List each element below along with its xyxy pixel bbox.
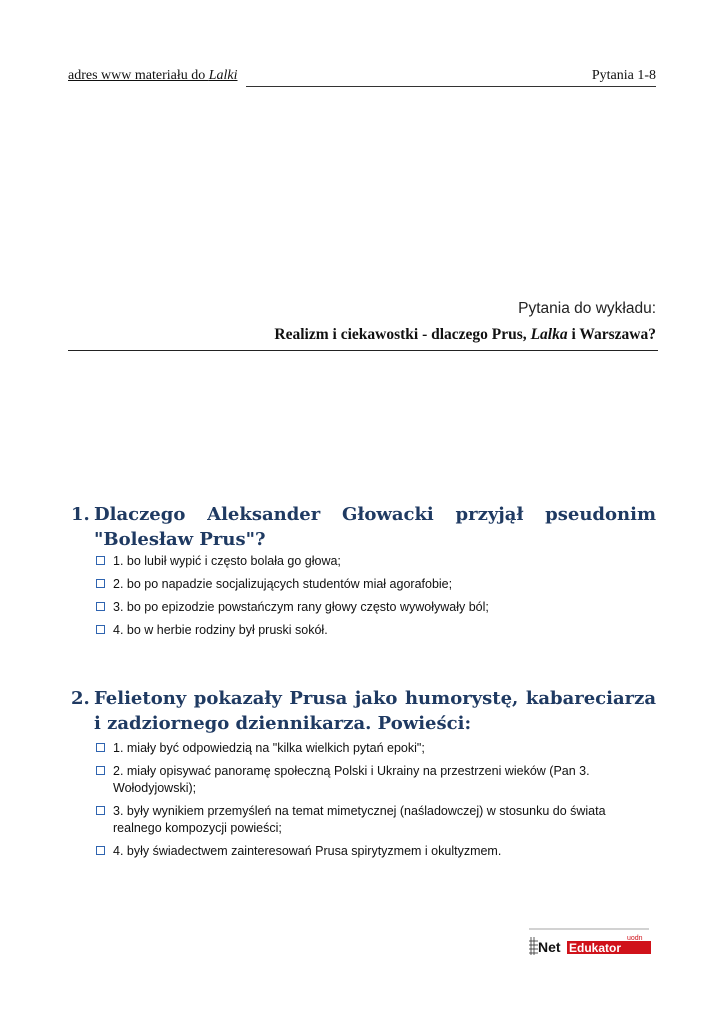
topic-title <box>274 326 656 344</box>
answer-option[interactable] <box>96 843 656 860</box>
header-left-title: Lalki <box>208 68 238 83</box>
netedukator-logo <box>527 927 657 957</box>
checkbox-icon[interactable] <box>96 806 105 815</box>
answer-option[interactable] <box>96 553 656 570</box>
checkbox-icon[interactable] <box>96 846 105 855</box>
answer-option[interactable] <box>96 599 656 616</box>
answer-option[interactable] <box>96 740 656 757</box>
checkbox-icon[interactable] <box>96 602 105 611</box>
checkbox-icon[interactable] <box>96 625 105 634</box>
topic-rule <box>68 350 658 351</box>
header-left <box>68 68 238 84</box>
logo-tag: uodn <box>627 935 643 942</box>
topic-after: i Warszawa? <box>567 326 656 343</box>
answer-text: 1. miały być odpowiedzią na "kilka wielkich pytań epoki"; <box>113 741 425 755</box>
answer-text: 4. były świadectwem zainteresowań Prusa spirytyzmem i okultyzmem. <box>113 844 502 858</box>
answer-text: 4. bo w herbie rodziny był pruski sokół. <box>113 623 328 637</box>
answer-text: 2. miały opisywać panoramę społeczną Polski i Ukrainy na przestrzeni wieków (Pan 3. Wołodyjowski); <box>113 764 590 795</box>
question-2 <box>68 686 656 736</box>
answer-text: 1. bo lubił wypić i często bolała go głowa; <box>113 554 341 568</box>
answer-list-2 <box>96 740 656 866</box>
checkbox-icon[interactable] <box>96 579 105 588</box>
topic-before: Realizm i ciekawostki - dlaczego Prus, <box>274 326 531 343</box>
header-left-prefix: adres www materiału do <box>68 68 209 83</box>
question-1 <box>68 502 656 552</box>
grid-icon <box>529 937 538 955</box>
question-number: 1. <box>71 504 90 525</box>
answer-text: 3. były wynikiem przemyśleń na temat mimetycznej (naśladowczej) w stosunku do świata realnego kompozycji powieści; <box>113 804 606 835</box>
question-text: Felietony pokazały Prusa jako humorystę, kabareciarza i zadziornego dziennikarza. Powieści: <box>94 688 656 734</box>
checkbox-icon[interactable] <box>96 556 105 565</box>
question-number: 2. <box>71 688 90 709</box>
checkbox-icon[interactable] <box>96 766 105 775</box>
answer-option[interactable] <box>96 803 656 837</box>
answer-text: 3. bo po epizodzie powstańczym rany głowy często wywoływały ból; <box>113 600 489 614</box>
answer-option[interactable] <box>96 576 656 593</box>
answer-option[interactable] <box>96 622 656 639</box>
logo-edukator: Edukator <box>569 941 622 955</box>
checkbox-icon[interactable] <box>96 743 105 752</box>
page-header <box>68 68 656 88</box>
lecture-label: Pytania do wykładu: <box>518 300 656 317</box>
answer-option[interactable] <box>96 763 656 797</box>
answer-text: 2. bo po napadzie socjalizujących studentów miał agorafobie; <box>113 577 453 591</box>
answer-list-1 <box>96 553 656 645</box>
question-text: Dlaczego Aleksander Głowacki przyjął pseudonim "Bolesław Prus"? <box>94 504 656 550</box>
header-rule <box>246 86 656 87</box>
logo-net: Net <box>538 939 561 955</box>
header-right: Pytania 1-8 <box>591 68 656 83</box>
topic-italic: Lalka <box>530 326 568 343</box>
